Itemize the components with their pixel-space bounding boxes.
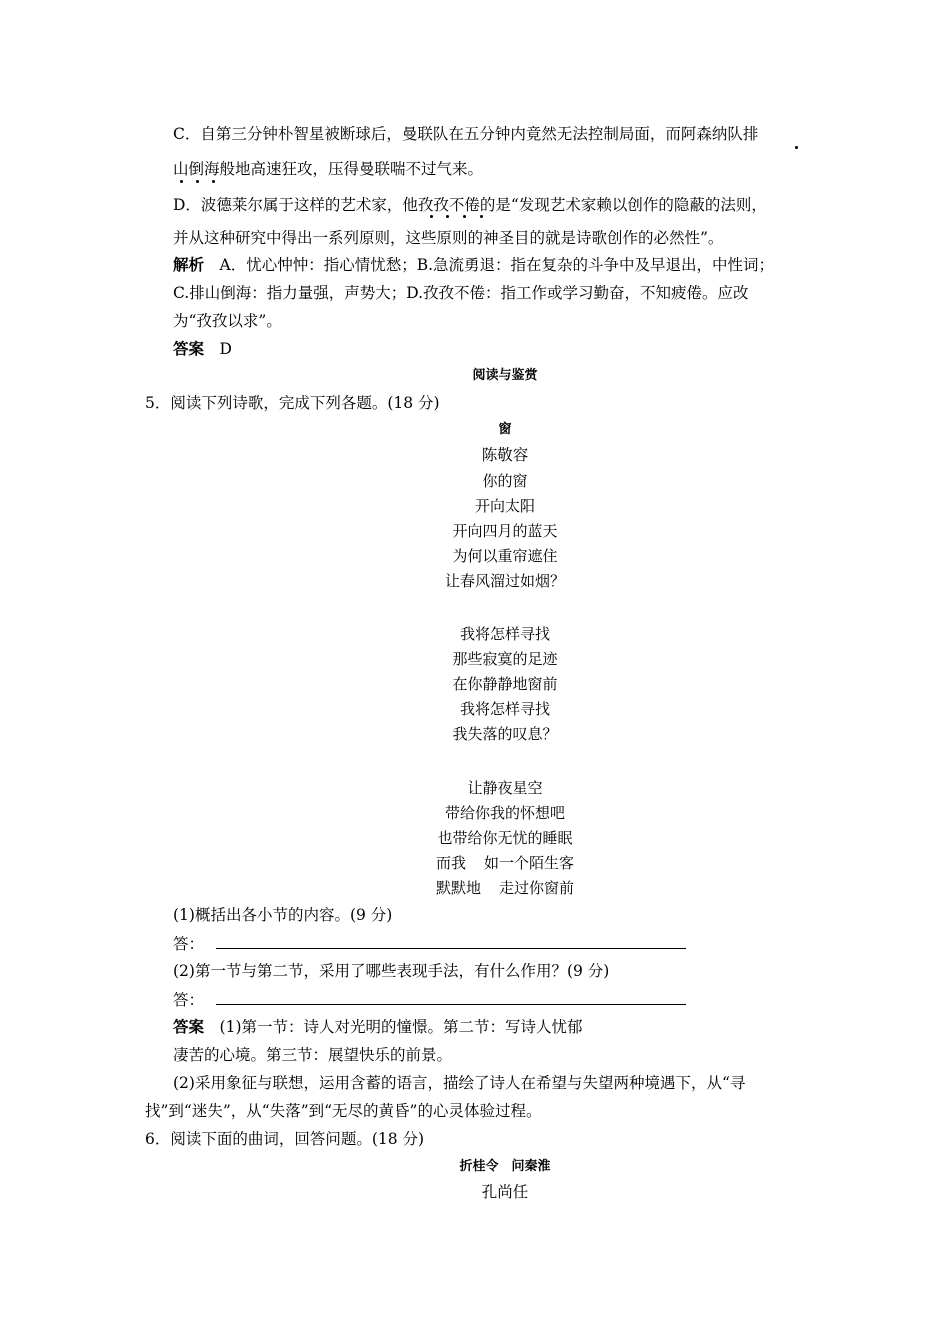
emphasis-dot [430,215,433,218]
analysis-line-1 [173,255,774,275]
qu-title: 折桂令 问秦淮 [459,1159,551,1174]
emphasis-dot [795,146,798,149]
emphasis-dot [180,180,183,183]
qu-author: 孔尚任 [481,1183,529,1201]
emphasis-dot [446,215,449,218]
poem-line: 我将怎样寻找 [459,625,550,643]
question-6-stem: 6．阅读下面的曲词，回答问题。(18 分) [145,1130,425,1148]
poem-line: 带给你我的怀想吧 [444,804,565,822]
q5-answer-line-4: 找”到“迷失”，从“失落”到“无尽的黄昏”的心灵体验过程。 [145,1102,542,1120]
emphasis-dot [212,180,215,183]
answer-label: 答案 [173,339,205,358]
emphasis-dot [463,215,466,218]
poem-line: 我将怎样寻找 [459,700,550,718]
q5-answer-line-2: 凄苦的心境。第三节：展望快乐的前景。 [173,1046,453,1064]
answer-input-line[interactable] [216,989,686,1005]
poem-line: 让春风溜过如烟？ [444,572,565,590]
poem-line: 你的窗 [482,472,528,490]
poem-line [0,878,950,898]
analysis-line-3: 为“孜孜以求”。 [173,312,282,330]
analysis-line-2: C.排山倒海：指力量强，声势大；D.孜孜不倦：指工作或学习勤奋，不知疲倦。应改 [173,284,749,302]
analysis-text-1: A．忧心忡忡：指心情忧愁；B.急流勇退：指在复杂的斗争中及早退出，中性词； [219,256,775,274]
sub-question-2: (2)第一节与第二节，采用了哪些表现手法，有什么作用？(9 分) [173,962,610,980]
poem-fragment: 走过你窗前 [499,879,575,897]
poem-line: 开向太阳 [474,497,535,515]
answer-blank-2 [173,989,686,1010]
emphasis-dot [480,215,483,218]
answer-prefix: 答： [173,935,205,953]
poem-line: 那些寂寞的足迹 [452,650,558,668]
poem-line: 让静夜星空 [467,779,543,797]
answer-input-line[interactable] [216,933,686,949]
sub-question-1: (1)概括出各小节的内容。(9 分) [173,906,393,924]
poem-line [0,853,950,873]
option-c-line-1: C．自第三分钟朴智星被断球后，曼联队在五分钟内竟然无法控制局面，而阿森纳队排 [173,125,759,143]
answer-prefix: 答： [173,991,205,1009]
poem-fragment: 默默地 [435,879,481,897]
answer-value: D [219,340,232,358]
q5-answer-line-1 [173,1017,583,1037]
q5-answer-line-3: (2)采用象征与联想，运用含蓄的语言，描绘了诗人在希望与失望两种境遇下，从“寻 [173,1074,746,1092]
section-title: 阅读与鉴赏 [472,368,538,383]
option-d-line-1: D．波德莱尔属于这样的艺术家，他孜孜不倦的是“发现艺术家赖以创作的隐蔽的法则， [173,196,767,214]
option-d-line-2: 并从这种研究中得出一系列原则，这些原则的神圣目的就是诗歌创作的必然性”。 [173,229,724,247]
answer-blank-1 [173,933,686,954]
poem-fragment: 如一个陌生客 [484,854,575,872]
option-c-line-2: 山倒海般地高速狂攻，压得曼联喘不过气来。 [173,160,484,178]
question-5-stem: 5．阅读下列诗歌，完成下列各题。(18 分) [145,394,440,412]
poem-line: 也带给你无忧的睡眠 [437,829,573,847]
poem-line: 在你静静地窗前 [452,675,558,693]
poem-author: 陈敬容 [481,446,529,464]
answer-label: 答案 [173,1017,205,1036]
answer-line [173,339,232,359]
poem-line: 我失落的叹息？ [452,725,558,743]
answer-text: (1)第一节：诗人对光明的憧憬。第二节：写诗人忧郁 [219,1018,583,1036]
poem-fragment: 而我 [435,854,466,872]
poem-title: 窗 [498,422,512,437]
analysis-label: 解析 [173,255,205,274]
poem-line: 为何以重帘遮住 [452,547,558,565]
emphasis-dot [196,180,199,183]
poem-line: 开向四月的蓝天 [452,522,558,540]
